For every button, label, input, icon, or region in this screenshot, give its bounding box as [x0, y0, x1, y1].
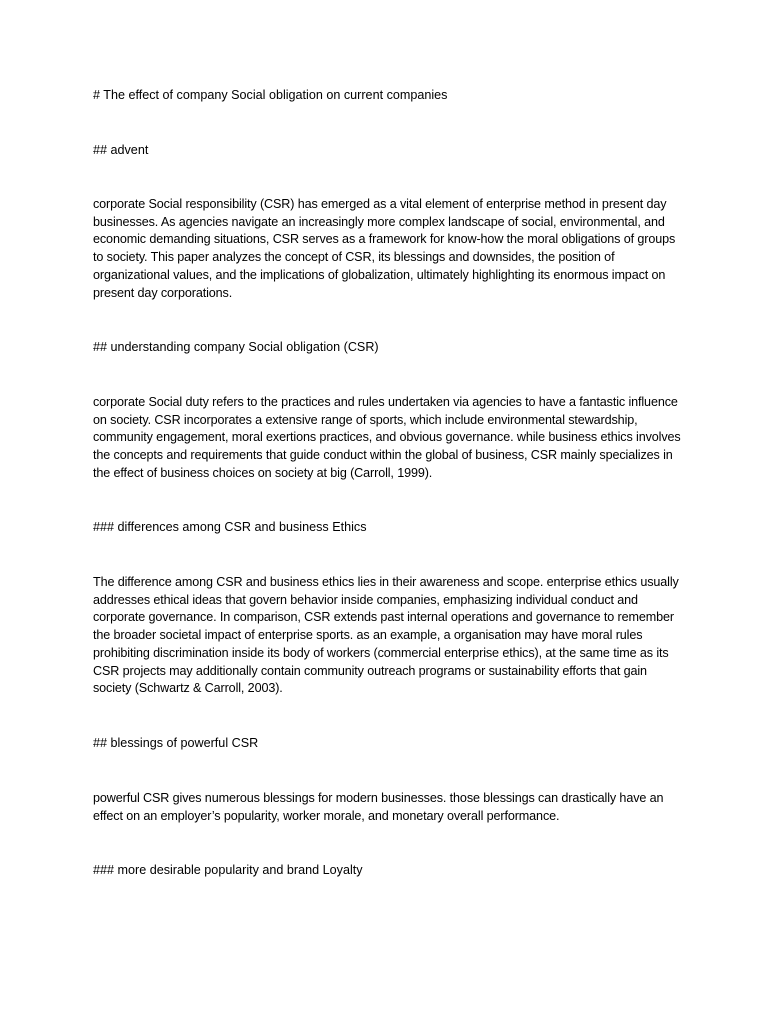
heading-understanding-csr: ## understanding company Social obligation (CSR)	[93, 340, 379, 354]
heading-reputation-loyalty: ### more desirable popularity and brand Loyalty	[93, 863, 363, 877]
paragraph-understanding-csr: corporate Social duty refers to the practices and rules undertaken via agencies to have a fantastic influence on society. CSR incorporates a extensive range of sports, which include environmental stewardship, community engagement, moral exertions practices, and obvious governance. while business ethics involves the concepts and requirements that guide conduct within the global of business, CSR mainly specializes in the effect of business choices on society at big (Carroll, 1999).	[93, 395, 681, 480]
paragraph-csr-vs-ethics: The difference among CSR and business ethics lies in their awareness and scope. enterprise ethics usually addresses ethical ideas that govern behavior inside companies, emphasizing individual conduct and corporate governance. In comparison, CSR extends past internal operations and governance to remember the broader societal impact of enterprise sports. as an example, a organisation may have moral rules prohibiting discrimination inside its body of workers (commercial enterprise ethics), at the same time as its CSR projects may additionally contain community outreach programs or sustainability efforts that gain society (Schwartz & Carroll, 2003).	[93, 575, 679, 696]
heading-benefits-of-csr: ## blessings of powerful CSR	[93, 736, 259, 750]
heading-introduction: ## advent	[93, 143, 149, 157]
document-title: # The effect of company Social obligation on current companies	[93, 88, 448, 102]
heading-csr-vs-ethics: ### differences among CSR and business Ethics	[93, 520, 367, 534]
paragraph-introduction: corporate Social responsibility (CSR) has emerged as a vital element of enterprise method in present day businesses. As agencies navigate an increasingly more complex landscape of social, environmental, and economic demanding situations, CSR serves as a framework for know-how the moral obligations of groups to society. This paper analyzes the concept of CSR, its blessings and downsides, the position of organizational values, and the implications of globalization, ultimately highlighting its enormous impact on present day corporations.	[93, 197, 676, 300]
paragraph-benefits-of-csr: powerful CSR gives numerous blessings for modern businesses. those blessings can drastically have an effect on an employer’s popularity, worker morale, and monetary overall performance.	[93, 791, 664, 823]
